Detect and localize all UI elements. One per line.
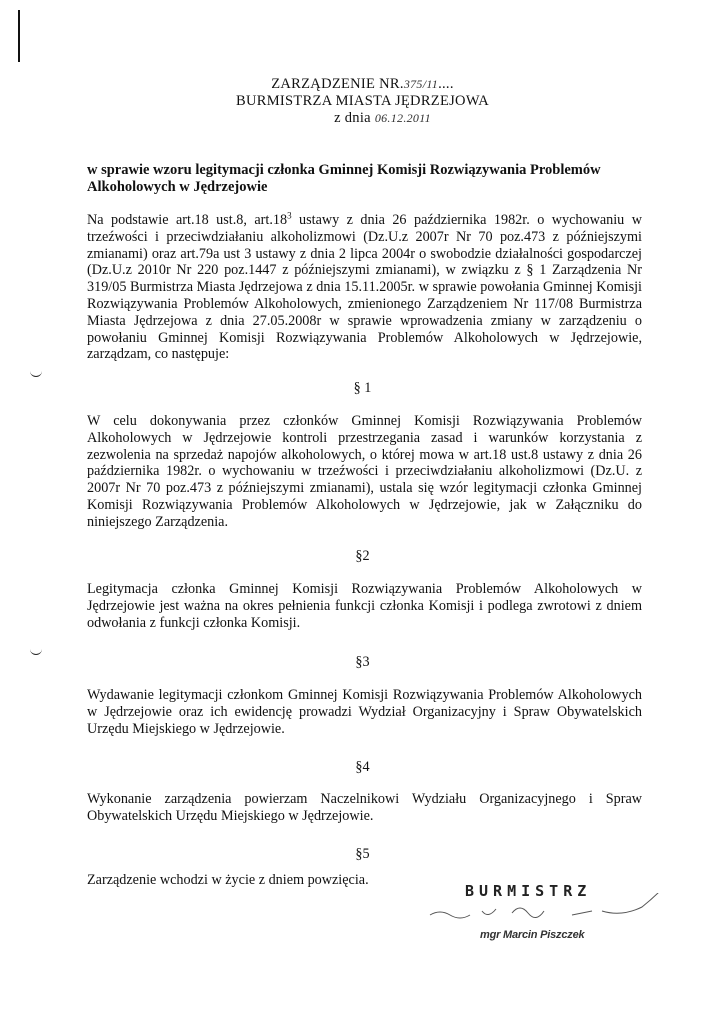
scan-artifact-line bbox=[18, 10, 20, 62]
header-line-2: BURMISTRZA MIASTA JĘDRZEJOWA bbox=[236, 93, 489, 109]
section-3-heading: §3 bbox=[355, 654, 370, 670]
section-4-text: Wykonanie zarządzenia powierzam Naczelnikowi Wydziału Organizacyjnego i Spraw Obywatelskich Urzędu Miejskiego w Jędrzejowie. bbox=[87, 791, 642, 824]
section-4-heading: §4 bbox=[355, 759, 370, 775]
section-2-text: Legitymacja członka Gminnej Komisji Rozwiązywania Problemów Alkoholowych w Jędrzejowie jest ważna na okres pełnienia funkcji członka Komisji i podlega zwrotowi z dniem odwołania z funkcji członka Komisji. bbox=[87, 581, 642, 631]
signatory-name: mgr Marcin Piszczek bbox=[480, 929, 585, 941]
margin-mark bbox=[30, 370, 42, 377]
document-subject: w sprawie wzoru legitymacji członka Gminnej Komisji Rozwiązywania Problemów Alkoholowych w Jędrzejowie bbox=[87, 162, 601, 195]
section-2-heading: §2 bbox=[355, 548, 370, 564]
header-line-3 bbox=[0, 110, 725, 127]
section-5-heading: §5 bbox=[355, 846, 370, 862]
handwritten-date: 06.12.2011 bbox=[374, 111, 431, 125]
section-1-heading: § 1 bbox=[353, 380, 372, 396]
preamble-paragraph: Na podstawie art.18 ust.8, $art.18^3$ ustawy z dnia 26 października 1982r. o wychowaniu w trzeźwości i przeciwdziałaniu alkoholizmowi (Dz.U.z 2007r Nr 70 poz.473 z późniejszymi zmianami) oraz art.79a ust 3 ustawy z dnia 2 lipca 2004r o swobodzie działalności gospodarczej (Dz.U.z 2010r Nr 220 poz.1447 z późniejszymi zmianami), w związku z § 1 Zarządzenia Nr 319/05 Burmistrza Miasta Jędrzejowa z dnia 15.11.2005r. w sprawie powołania Gminnej Komisji Rozwiązywania Problemów Alkoholowych, zmienionego Zarządzeniem Nr 117/08 Burmistrza Miasta Jędrzejowa z dnia 27.05.2008r w sprawie wprowadzenia zmiany w zarządzeniu o powołaniu Gminnej Komisji Rozwiązywania Problemów Alkoholowych w Jędrzejowie, zarządzam, co następuje: bbox=[87, 210, 642, 363]
document-header bbox=[0, 76, 725, 127]
signature-title: BURMISTRZ bbox=[465, 882, 592, 900]
section-1-text: W celu dokonywania przez członków Gminnej Komisji Rozwiązywania Problemów Alkoholowych w Jędrzejowie kontroli przestrzegania zasad i warunków korzystania z zezwolenia na sprzedaż napojów alkoholowych, o której mowa w art.18 ust.8 ustawy z dnia 26 października 1982r. o wychowaniu w trzeźwości i przeciwdziałaniu alkoholizmowi (Dz.U. z 2007r Nr 70 poz.473 z późniejszymi zmianami), ustala się wzór legitymacji członka Gminnej Komisji Rozwiązywania Problemów Alkoholowych w Jędrzejowie, jak w Załączniku do niniejszego Zarządzenia. bbox=[87, 413, 642, 530]
section-3-text: Wydawanie legitymacji członkom Gminnej Komisji Rozwiązywania Problemów Alkoholowych w Jędrzejowie oraz ich ewidencję prowadzi Wydział Organizacyjny i Spraw Obywatelskich Urzędu Miejskiego w Jędrzejowie. bbox=[87, 687, 642, 737]
signature-scribble bbox=[422, 893, 672, 933]
handwritten-number: 375/11 bbox=[403, 77, 439, 91]
header-date-label: z dnia bbox=[334, 110, 371, 126]
header-title: ZARZĄDZENIE NR. bbox=[271, 76, 404, 92]
section-5-text: Zarządzenie wchodzi w życie z dniem powzięcia. bbox=[87, 872, 369, 888]
header-line-1: ZARZĄDZENIE NR.375/11.... bbox=[271, 76, 454, 92]
